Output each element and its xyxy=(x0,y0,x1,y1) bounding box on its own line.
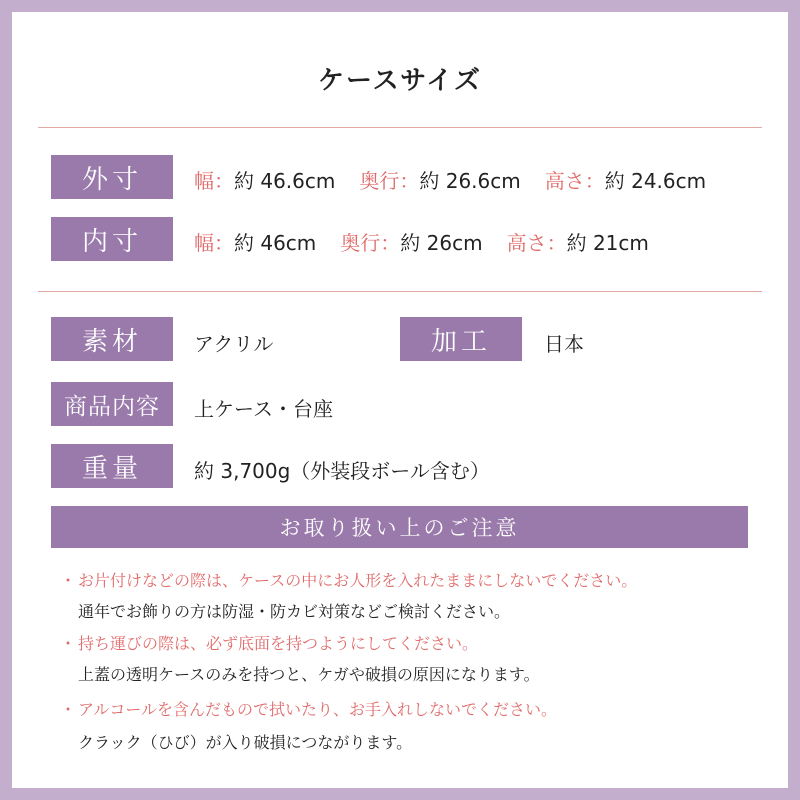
bullet-mark: ・ xyxy=(60,634,77,653)
material-value: アクリル xyxy=(194,332,274,356)
weight-value: 約 3,700g（外装段ボール含む） xyxy=(194,459,490,483)
notice-detail-3: クラック（ひび）が入り破損につながります。 xyxy=(78,733,413,752)
outer-height-value: 約 24.6cm xyxy=(604,169,707,193)
bullet-mark: ・ xyxy=(60,700,77,719)
content-panel xyxy=(12,12,788,788)
notice-header: お取り扱い上のご注意 xyxy=(51,506,748,548)
page-title: ケースサイズ xyxy=(317,66,483,96)
outer-size-tag: 外寸 xyxy=(51,155,173,199)
inner-width-value: 約 46cm xyxy=(234,231,317,255)
bullet-mark: ・ xyxy=(60,571,77,590)
notice-warning-text: アルコールを含んだもので拭いたり、お手入れしないでください。 xyxy=(78,700,558,719)
divider xyxy=(38,291,762,292)
inner-height-label: 高さ： xyxy=(506,231,567,255)
inner-size-tag: 内寸 xyxy=(51,217,173,261)
outer-depth-value: 約 26.6cm xyxy=(419,169,521,193)
outer-width-value: 約 46.6cm xyxy=(234,169,336,193)
contents-value: 上ケース・台座 xyxy=(194,397,333,421)
outer-width-label: 幅： xyxy=(194,169,234,193)
contents-tag: 商品内容 xyxy=(51,382,173,426)
divider xyxy=(38,127,762,128)
outer-depth-label: 奥行： xyxy=(359,169,420,193)
inner-size-values xyxy=(194,227,649,256)
notice-warning-text: お片付けなどの際は、ケースの中にお人形を入れたままにしないでください。 xyxy=(78,571,638,590)
material-tag: 素材 xyxy=(51,317,173,361)
outer-size-values xyxy=(194,165,706,194)
notice-warning-text: 持ち運びの際は、必ず底面を持つようにしてください。 xyxy=(78,634,479,653)
outer-height-label: 高さ： xyxy=(544,169,605,193)
notice-detail-2: 上蓋の透明ケースのみを持つと、ケガや破損の原因になります。 xyxy=(78,665,540,684)
notice-warning-3 xyxy=(60,697,557,720)
inner-depth-label: 奥行： xyxy=(340,231,401,255)
processing-value: 日本 xyxy=(544,332,584,356)
inner-depth-value: 約 26cm xyxy=(400,231,483,255)
inner-width-label: 幅： xyxy=(194,231,234,255)
weight-tag: 重量 xyxy=(51,444,173,488)
inner-height-value: 約 21cm xyxy=(566,231,649,255)
processing-tag: 加工 xyxy=(400,317,522,361)
notice-detail-1: 通年でお飾りの方は防湿・防カビ対策などご検討ください。 xyxy=(78,602,511,621)
notice-warning-2 xyxy=(60,631,478,654)
notice-warning-1 xyxy=(60,568,637,591)
